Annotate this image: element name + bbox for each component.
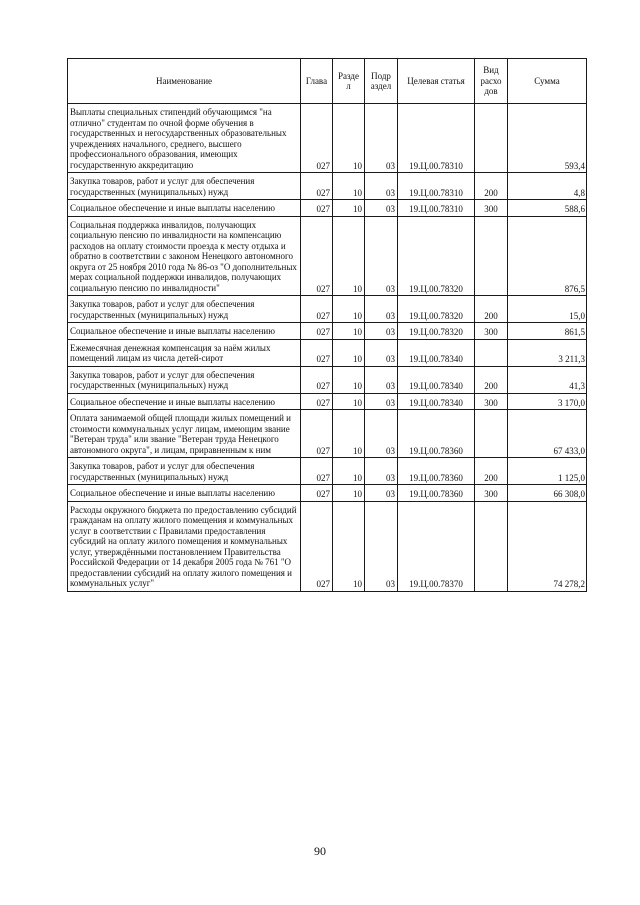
row-name: Ежемесячная денежная компенсация за наём жилых помещений лицам из числа детей-сирот [68, 339, 301, 366]
row-expense-type: 200 [475, 173, 508, 200]
row-amount: 4,8 [508, 173, 587, 200]
row-subsection: 03 [365, 104, 398, 173]
row-name: Закупка товаров, работ и услуг для обеспечения государственных (муниципальных) нужд [68, 173, 301, 200]
row-target: 19.Ц.00.78320 [398, 296, 475, 323]
row-expense-type: 300 [475, 393, 508, 410]
row-section: 10 [333, 323, 365, 340]
row-subsection: 03 [365, 366, 398, 393]
row-chapter: 027 [301, 296, 333, 323]
row-amount: 3 211,3 [508, 339, 587, 366]
row-chapter: 027 [301, 216, 333, 296]
table-row [68, 216, 587, 296]
table-row [68, 173, 587, 200]
row-expense-type: 300 [475, 323, 508, 340]
table-row [68, 339, 587, 366]
row-chapter: 027 [301, 104, 333, 173]
table-row [68, 485, 587, 502]
row-section: 10 [333, 104, 365, 173]
row-name: Оплата занимаемой общей площади жилых помещений и стоимости коммунальных услуг лицам, имеющим звание "Ветеран труда" или звание "Ветеран труда Ненецкого автономного округа", и лицам, приравненным к ним [68, 410, 301, 458]
row-target: 19.Ц.00.78340 [398, 339, 475, 366]
header-name: Наименование [68, 59, 301, 104]
row-amount: 1 125,0 [508, 458, 587, 485]
row-subsection: 03 [365, 393, 398, 410]
table-body [68, 104, 587, 592]
row-amount: 74 278,2 [508, 501, 587, 591]
row-chapter: 027 [301, 339, 333, 366]
header-section: Разде л [333, 59, 365, 104]
row-subsection: 03 [365, 216, 398, 296]
row-expense-type: 200 [475, 296, 508, 323]
row-amount: 15,0 [508, 296, 587, 323]
row-amount: 67 433,0 [508, 410, 587, 458]
table-row [68, 366, 587, 393]
table-row [68, 296, 587, 323]
row-amount: 3 170,0 [508, 393, 587, 410]
row-name: Расходы окружного бюджета по предоставлению субсидий гражданам на оплату жилого помещения и коммунальных услуг в соответствии с Правилами предоставления субсидий на оплату жилого помещения и коммунальных услуг, утверждёнными постановлением Правительства Российской Федерации от 14 декабря 2005 года № 761 "О предоставлении субсидий на оплату жилого помещения и коммунальных услуг" [68, 501, 301, 591]
row-section: 10 [333, 393, 365, 410]
row-subsection: 03 [365, 323, 398, 340]
row-name: Закупка товаров, работ и услуг для обеспечения государственных (муниципальных) нужд [68, 458, 301, 485]
row-section: 10 [333, 501, 365, 591]
row-target: 19.Ц.00.78360 [398, 410, 475, 458]
row-section: 10 [333, 339, 365, 366]
table-row [68, 104, 587, 173]
row-subsection: 03 [365, 200, 398, 217]
row-expense-type [475, 216, 508, 296]
row-subsection: 03 [365, 458, 398, 485]
row-target: 19.Ц.00.78310 [398, 200, 475, 217]
row-target: 19.Ц.00.78310 [398, 173, 475, 200]
row-expense-type: 300 [475, 200, 508, 217]
row-subsection: 03 [365, 339, 398, 366]
row-expense-type: 200 [475, 366, 508, 393]
row-subsection: 03 [365, 410, 398, 458]
budget-table [67, 58, 587, 592]
row-chapter: 027 [301, 393, 333, 410]
header-target: Целевая статья [398, 59, 475, 104]
table-row [68, 393, 587, 410]
row-subsection: 03 [365, 173, 398, 200]
row-target: 19.Ц.00.78340 [398, 393, 475, 410]
row-subsection: 03 [365, 485, 398, 502]
row-target: 19.Ц.00.78320 [398, 216, 475, 296]
row-name: Выплаты специальных стипендий обучающимся "на отлично" студентам по очной форме обучения в государственных и негосударственных образовательных учреждениях начального, среднего, высшего профессионального образования, имеющих государственную аккредитацию [68, 104, 301, 173]
header-amount: Сумма [508, 59, 587, 104]
page-number: 90 [314, 844, 326, 858]
row-target: 19.Ц.00.78310 [398, 104, 475, 173]
row-name: Закупка товаров, работ и услуг для обеспечения государственных (муниципальных) нужд [68, 296, 301, 323]
row-chapter: 027 [301, 458, 333, 485]
table-row [68, 410, 587, 458]
table-row [68, 200, 587, 217]
row-target: 19.Ц.00.78360 [398, 458, 475, 485]
table-row [68, 323, 587, 340]
table-row [68, 458, 587, 485]
header-type: Вид расхо дов [475, 59, 508, 104]
header-row [68, 59, 587, 104]
row-name: Социальное обеспечение и иные выплаты населению [68, 323, 301, 340]
row-subsection: 03 [365, 296, 398, 323]
row-section: 10 [333, 200, 365, 217]
row-section: 10 [333, 366, 365, 393]
row-target: 19.Ц.00.78340 [398, 366, 475, 393]
row-expense-type [475, 104, 508, 173]
header-chapter: Глава [301, 59, 333, 104]
row-chapter: 027 [301, 501, 333, 591]
row-section: 10 [333, 410, 365, 458]
row-chapter: 027 [301, 200, 333, 217]
row-chapter: 027 [301, 173, 333, 200]
row-amount: 876,5 [508, 216, 587, 296]
row-section: 10 [333, 173, 365, 200]
row-chapter: 027 [301, 485, 333, 502]
row-name: Социальное обеспечение и иные выплаты населению [68, 485, 301, 502]
row-target: 19.Ц.00.78370 [398, 501, 475, 591]
row-subsection: 03 [365, 501, 398, 591]
row-target: 19.Ц.00.78320 [398, 323, 475, 340]
row-section: 10 [333, 485, 365, 502]
row-name: Социальное обеспечение и иные выплаты населению [68, 200, 301, 217]
row-name: Социальное обеспечение и иные выплаты населению [68, 393, 301, 410]
row-chapter: 027 [301, 323, 333, 340]
row-expense-type [475, 339, 508, 366]
header-subsection: Подр аздел [365, 59, 398, 104]
row-amount: 41,3 [508, 366, 587, 393]
row-expense-type [475, 501, 508, 591]
row-amount: 593,4 [508, 104, 587, 173]
row-expense-type [475, 410, 508, 458]
row-section: 10 [333, 296, 365, 323]
row-chapter: 027 [301, 366, 333, 393]
row-amount: 588,6 [508, 200, 587, 217]
row-chapter: 027 [301, 410, 333, 458]
row-expense-type: 200 [475, 458, 508, 485]
table-row [68, 501, 587, 591]
row-amount: 861,5 [508, 323, 587, 340]
row-section: 10 [333, 216, 365, 296]
row-name: Закупка товаров, работ и услуг для обеспечения государственных (муниципальных) нужд [68, 366, 301, 393]
row-name: Социальная поддержка инвалидов, получающих социальную пенсию по инвалидности на компенсацию расходов на оплату стоимости проезда к месту отдыха и обратно в соответствии с законом Ненецкого автономного округа от 25 ноября 2010 года № 86-оз "О дополнительных мерах социальной поддержки инвалидов, получающих социальную пенсию по инвалидности" [68, 216, 301, 296]
row-section: 10 [333, 458, 365, 485]
row-expense-type: 300 [475, 485, 508, 502]
row-target: 19.Ц.00.78360 [398, 485, 475, 502]
row-amount: 66 308,0 [508, 485, 587, 502]
